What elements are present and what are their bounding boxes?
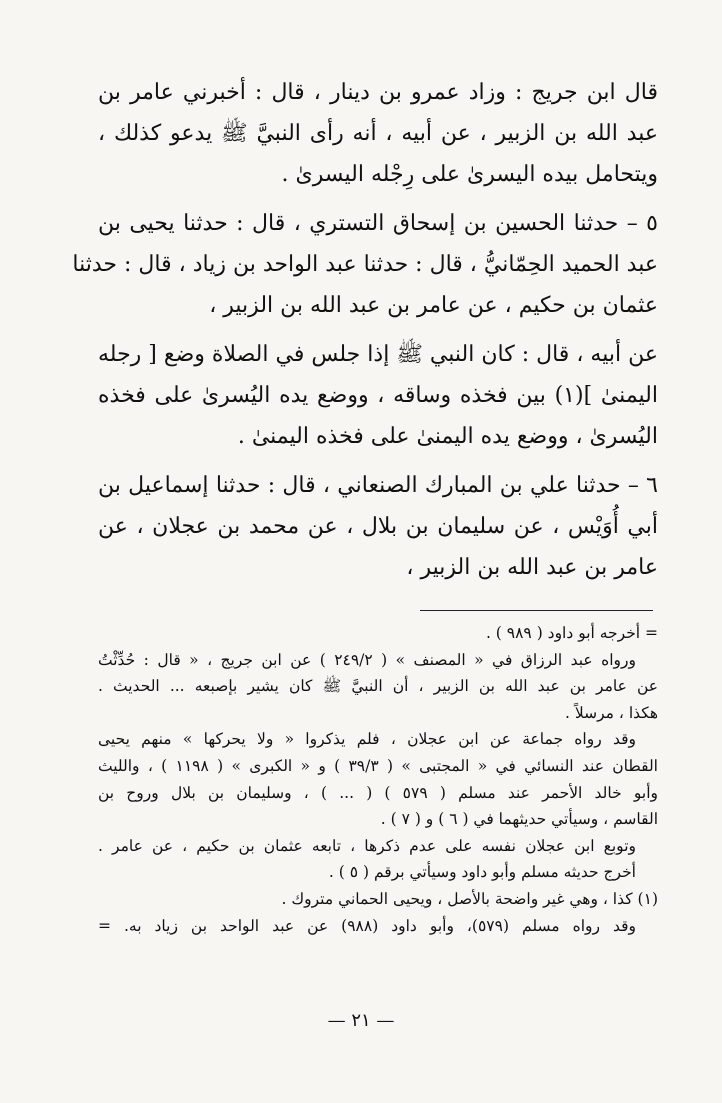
hadith-6-line-1: ٦ – حدثنا علي بن المبارك الصنعاني ، قال : حدثنا إسماعيل بن (98, 473, 658, 498)
footnote-line-7: وأبو خالد الأحمر عند مسلم ( ٥٧٩ ) ( ... ) ، وسليمان بن بلال وروح بن (98, 783, 658, 802)
hadith-5-line-1: ٥ – حدثنا الحسين بن إسحاق التستري ، قال : حدثنا يحيى بن (98, 211, 658, 236)
footnote-line-1: = أخرجه أبو داود ( ٩٨٩ ) . (485, 624, 658, 642)
footnote-divider (420, 610, 653, 611)
hadith-5-line-4: عن أبيه ، قال : كان النبي ﷺ إذا جلس في الصلاة وضع [ رجله (98, 342, 658, 367)
hadith-5-line-5: اليمنىٰ ](١) بين فخذه وساقه ، ووضع يده اليُسرىٰ على فخذه (98, 383, 658, 408)
main-line-3: ويتحامل بيده اليسرىٰ على رِجْله اليسرىٰ . (281, 162, 658, 187)
main-line-2: عبد الله بن الزبير ، عن أبيه ، أنه رأى النبيَّ ﷺ يدعو كذلك ، (98, 121, 658, 146)
footnote-line-12: وقد رواه مسلم (٥٧٩)، وأبو داود (٩٨٨) عن عبد الواحد بن زياد به. = (98, 916, 636, 935)
footnotes (98, 620, 658, 939)
footnote-line-10: أخرج حديثه مسلم وأبو داود وسيأتي برقم ( ٥ ) . (328, 863, 636, 882)
main-text (72, 72, 658, 588)
footnote-line-4: هكذا ، مرسلاً . (565, 703, 658, 722)
hadith-6-line-3: عامر بن عبد الله بن الزبير ، (406, 555, 658, 580)
footnote-line-9: وتوبع ابن عجلان نفسه على عدم ذكرها ، تابعه عثمان بن حكيم ، عن عامر . (98, 836, 636, 855)
footnote-line-8: القاسم ، وسيأتي حديثهما في ( ٦ ) و ( ٧ ) . (380, 810, 658, 829)
hadith-5-line-6: اليُسرىٰ ، ووضع يده اليمنىٰ على فخذه اليمنىٰ . (237, 424, 658, 449)
main-line-1: قال ابن جريج : وزاد عمرو بن دينار ، قال : أخبرني عامر بن (98, 80, 658, 105)
hadith-6-line-2: أبي أُوَيْس ، عن سليمان بن بلال ، عن محمد بن عجلان ، عن (98, 514, 658, 539)
hadith-5-line-2: عبد الحميد الحِمّانيُّ ، قال : حدثنا عبد الواحد بن زياد ، قال : حدثنا (72, 252, 658, 277)
footnote-line-6: القطان عند النسائي في « المجتبى » ( ٣٩/٣ ) و « الكبرى » ( ١١٩٨ ) ، والليث (98, 756, 658, 775)
footnote-line-3: عن عامر بن عبد الله بن الزبير ، أن النبيَّ ﷺ كان يشير بإصبعه ... الحديث . (98, 677, 658, 696)
footnote-line-11: (١) كذا ، وهي غير واضحة بالأصل ، ويحيى الحماني متروك . (281, 889, 658, 908)
footnote-line-5: وقد رواه جماعة عن ابن عجلان ، فلم يذكروا « ولا يحركها » منهم يحيى (98, 730, 636, 749)
footnote-line-2: ورواه عبد الرزاق في « المصنف » ( ٢٤٩/٢ ) عن ابن جريج ، « قال : حُدِّثْتُ (98, 650, 636, 669)
hadith-5-line-3: عثمان بن حكيم ، عن عامر بن عبد الله بن الزبير ، (209, 293, 658, 318)
page-number: — ٢١ — (327, 1010, 395, 1031)
